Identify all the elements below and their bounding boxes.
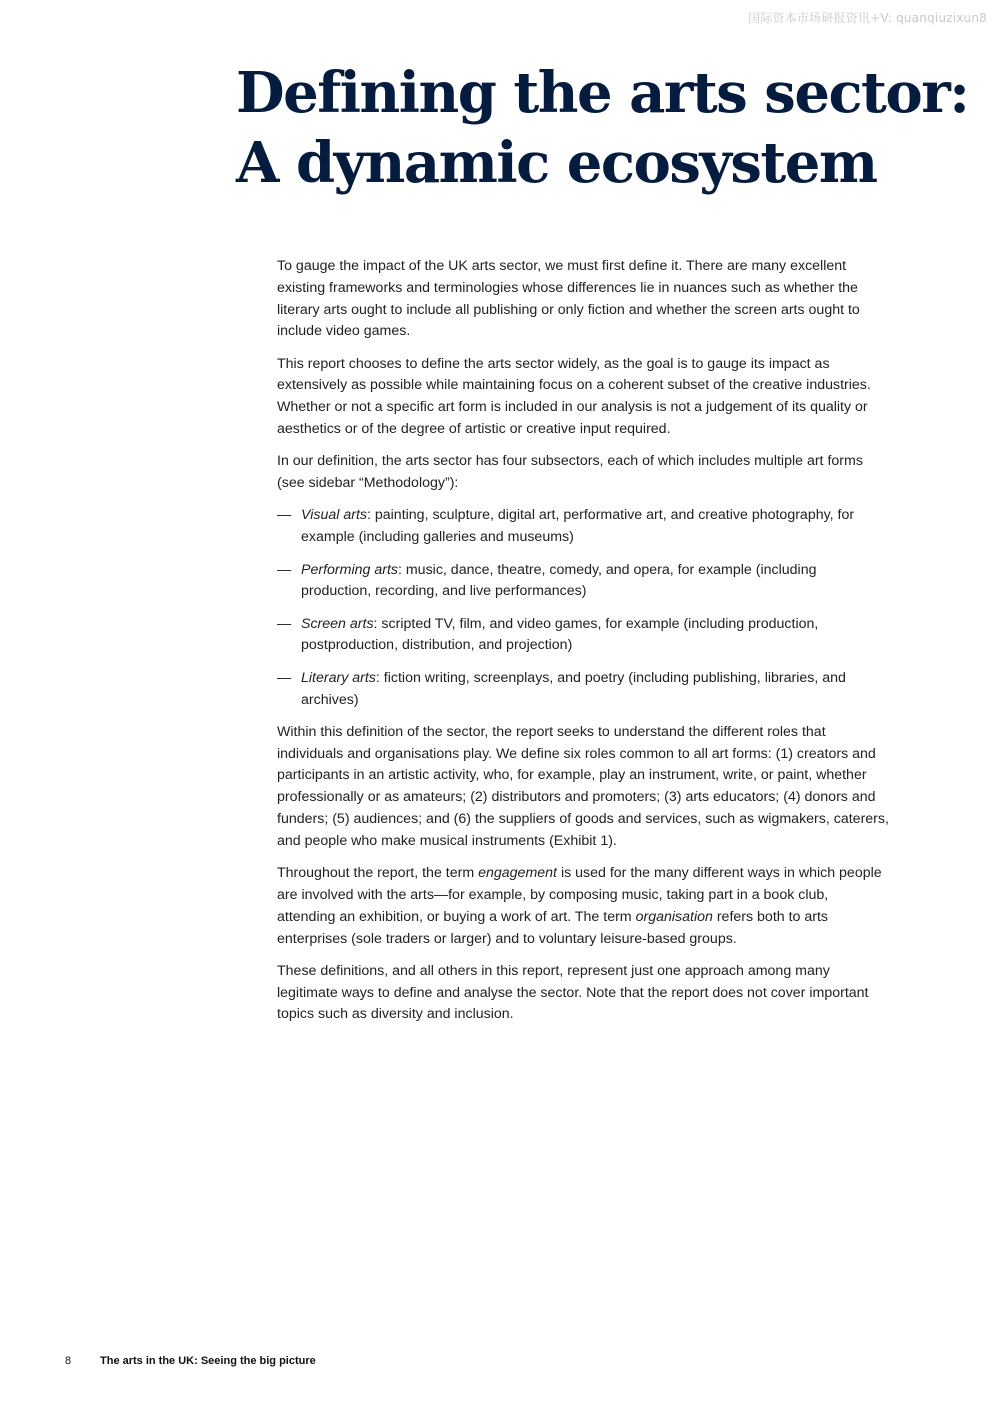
subsectors-paragraph: In our definition, the arts sector has four subsectors, each of which includes multiple art forms (see sidebar “Methodology”):: [277, 453, 863, 492]
terms-text: refers both to arts enterprises (sole traders or larger) and to voluntary leisure-based groups.: [277, 908, 829, 947]
list-dash: —: [277, 615, 292, 632]
subsector-list: [277, 505, 889, 711]
term-engagement: engagement: [478, 865, 557, 882]
list-term: Literary arts: [301, 669, 376, 686]
article-body: [277, 256, 889, 1037]
title-line-1: Defining the arts sector:: [236, 60, 969, 126]
list-item-literary-arts: [277, 668, 889, 712]
roles-paragraph: Within this definition of the sector, the report seeks to understand the different roles that individuals and organisations play. We define six roles common to all art forms: (1) creators and participants in an artistic activity, who, for example, play an instrument, write, or paint, whether professionally or as amateurs; (2) distributors and promoters; (3) arts educators; (4) donors and funders; (5) audiences; and (6) the suppliers of goods and services, such as wigmakers, caterers, and people who make musical instruments (Exhibit 1).: [277, 723, 889, 849]
list-dash: —: [277, 507, 292, 524]
title-line-2: A dynamic ecosystem: [236, 130, 877, 196]
intro-paragraph: To gauge the impact of the UK arts sector, we must first define it. There are many excellent existing frameworks and terminologies whose differences lie in nuances such as whether the literary arts ought to include all publishing or only fiction and whether the screen arts ought to include video games.: [277, 258, 860, 340]
terms-paragraph: [277, 863, 889, 950]
closing-paragraph: These definitions, and all others in this report, represent just one approach among many legitimate ways to define and analyse the sector. Note that the report does not cover important topics such as diversity and inclusion.: [277, 962, 869, 1023]
list-text: : painting, sculpture, digital art, performative art, and creative photography, for example (including galleries and museums): [301, 507, 855, 546]
term-organisation: organisation: [635, 908, 713, 925]
list-text: : scripted TV, film, and video games, for example (including production, postproduction, distribution, and projection): [301, 615, 819, 654]
list-term: Visual arts: [301, 507, 367, 524]
footer-title: The arts in the UK: Seeing the big picture: [100, 1355, 316, 1367]
terms-text: Throughout the report, the term: [277, 865, 479, 882]
list-term: Screen arts: [301, 615, 374, 632]
list-term: Performing arts: [301, 561, 398, 578]
list-item-performing-arts: [277, 560, 889, 604]
list-dash: —: [277, 561, 292, 578]
watermark: 国际资本市场研报资讯+V: quanqiuzixun8: [748, 11, 987, 25]
list-item-visual-arts: [277, 505, 889, 549]
scope-paragraph: This report chooses to define the arts sector widely, as the goal is to gauge its impact as extensively as possible while maintaining focus on a coherent subset of the creative industries. Whether or not a specific art form is included in our analysis is not a judgement of its quality or aesthetics or of the degree of artistic or creative input required.: [277, 355, 871, 438]
terms-text: is used for the many different ways in which people are involved with the arts—for example, by composing music, taking part in a book club, attending an exhibition, or buying a work of art. The term: [277, 865, 882, 925]
list-item-screen-arts: [277, 614, 889, 658]
list-text: : music, dance, theatre, comedy, and opera, for example (including production, recording, and live performances): [301, 561, 817, 600]
list-dash: —: [277, 669, 292, 686]
page-title: [236, 58, 969, 198]
list-text: : fiction writing, screenplays, and poetry (including publishing, libraries, and archives): [301, 669, 846, 708]
page-footer: [65, 1355, 316, 1367]
page-number: 8: [65, 1355, 72, 1367]
